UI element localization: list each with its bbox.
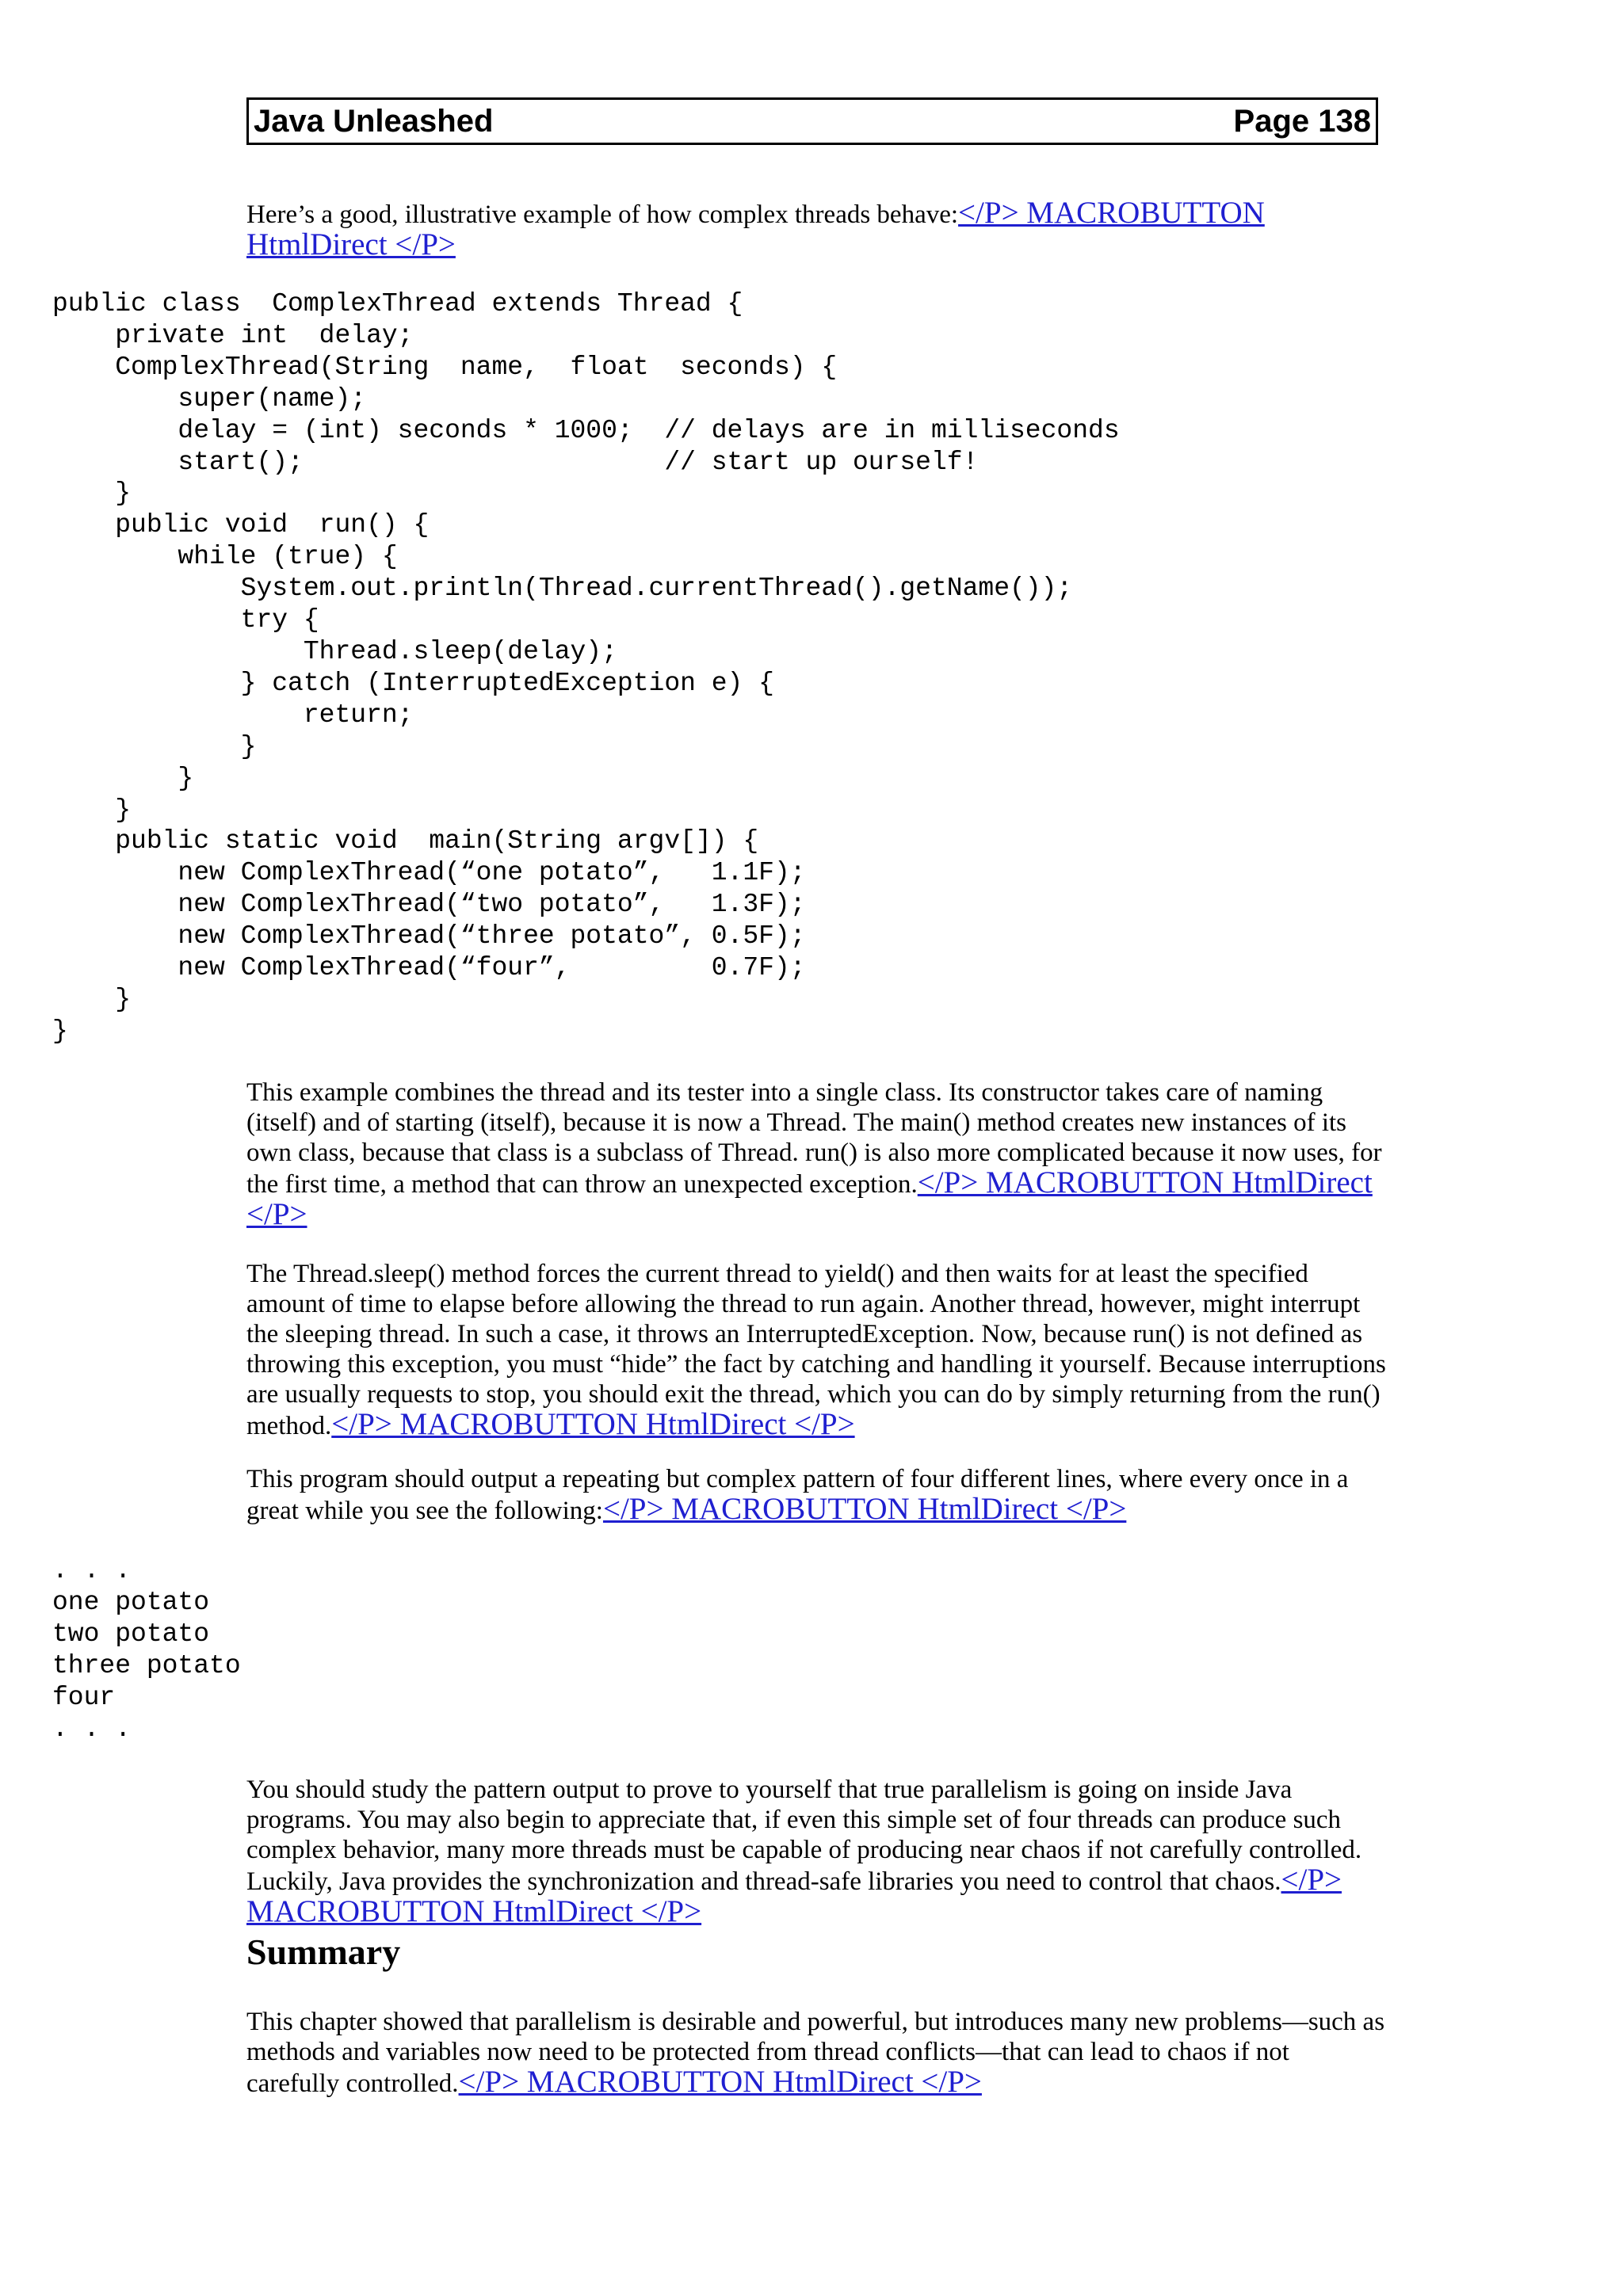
body-paragraph: [246, 1259, 1388, 1441]
paragraph-text: You should study the pattern output to prove to yourself that true parallelism is going on inside Java programs. You may also begin to appreciate that, if even this simple set of four threads can produce such complex behavior, many more threads must be capable of producing near chaos if not carefully controlled. Luckily, Java provides the synchronization and thread-safe libraries you need to control that chaos.: [246, 1775, 1362, 1896]
macrobutton-link[interactable]: </P> MACROBUTTON HtmlDirect </P>: [458, 2065, 982, 2099]
paragraph-text: This example combines the thread and its tester into a single class. Its constructor takes care of naming (itself) and of starting (itself), because it is now a Thread. The main() method creates new instances of its own class, because that class is a subclass of Thread. run() is also more complicated because it now uses, for the first time, a method that can throw an unexpected exception.: [246, 1078, 1382, 1199]
code-listing: public class ComplexThread extends Thread { private int delay; ComplexThread(String name, float seconds) { super(name); delay = (int) seconds * 1000; // delays are in milliseconds start(); // start up ourself! } public void run() { while (true) { System.out.println(Thread.currentThread().getName()); try { Thread.sleep(delay); } catch (InterruptedException e) { return; } } } public static void main(String argv[]) { new ComplexThread(“one potato”, 1.1F); new ComplexThread(“two potato”, 1.3F); new ComplexThread(“three potato”, 0.5F); new ComplexThread(“four”, 0.7F); } }: [52, 289, 1120, 1046]
macrobutton-link[interactable]: </P> MACROBUTTON HtmlDirect </P>: [331, 1407, 855, 1441]
body-paragraph: [246, 1464, 1388, 1526]
summary-paragraph: [246, 2007, 1388, 2099]
section-heading: Summary: [246, 1932, 401, 1972]
page-header: [246, 97, 1378, 145]
intro-paragraph: [246, 198, 1388, 261]
macrobutton-link[interactable]: </P> MACROBUTTON HtmlDirect </P>: [246, 196, 1265, 261]
paragraph-text: This program should output a repeating but complex pattern of four different lines, where every once in a great while you see the following:: [246, 1465, 1349, 1525]
page-number: Page 138: [1233, 103, 1371, 139]
body-paragraph: [246, 1077, 1388, 1231]
body-paragraph: [246, 1775, 1388, 1928]
book-title: Java Unleashed: [254, 103, 494, 139]
paragraph-text: This chapter showed that parallelism is desirable and powerful, but introduces many new problems—such as methods and variables now need to be protected from thread conflicts—that can lead to chaos if not carefully controlled.: [246, 2008, 1385, 2098]
output-listing: . . . one potato two potato three potato four . . .: [52, 1556, 241, 1744]
macrobutton-link[interactable]: </P> MACROBUTTON HtmlDirect </P>: [602, 1492, 1127, 1526]
paragraph-text: The Thread.sleep() method forces the current thread to yield() and then waits for at least the specified amount of time to elapse before allowing the thread to run again. Another thread, however, might interrupt the sleeping thread. In such a case, it throws an InterruptedException. Now, because run() is not defined as throwing this exception, you must “hide” the fact by catching and handling it yourself. Because interruptions are usually requests to stop, you should exit the thread, which you can do by simply returning from the run() method.: [246, 1260, 1386, 1440]
intro-text: Here’s a good, illustrative example of how complex threads behave:: [246, 200, 959, 229]
macrobutton-link[interactable]: </P> MACROBUTTON HtmlDirect </P>: [246, 1165, 1373, 1231]
macrobutton-link[interactable]: </P> MACROBUTTON HtmlDirect </P>: [246, 1863, 1342, 1928]
